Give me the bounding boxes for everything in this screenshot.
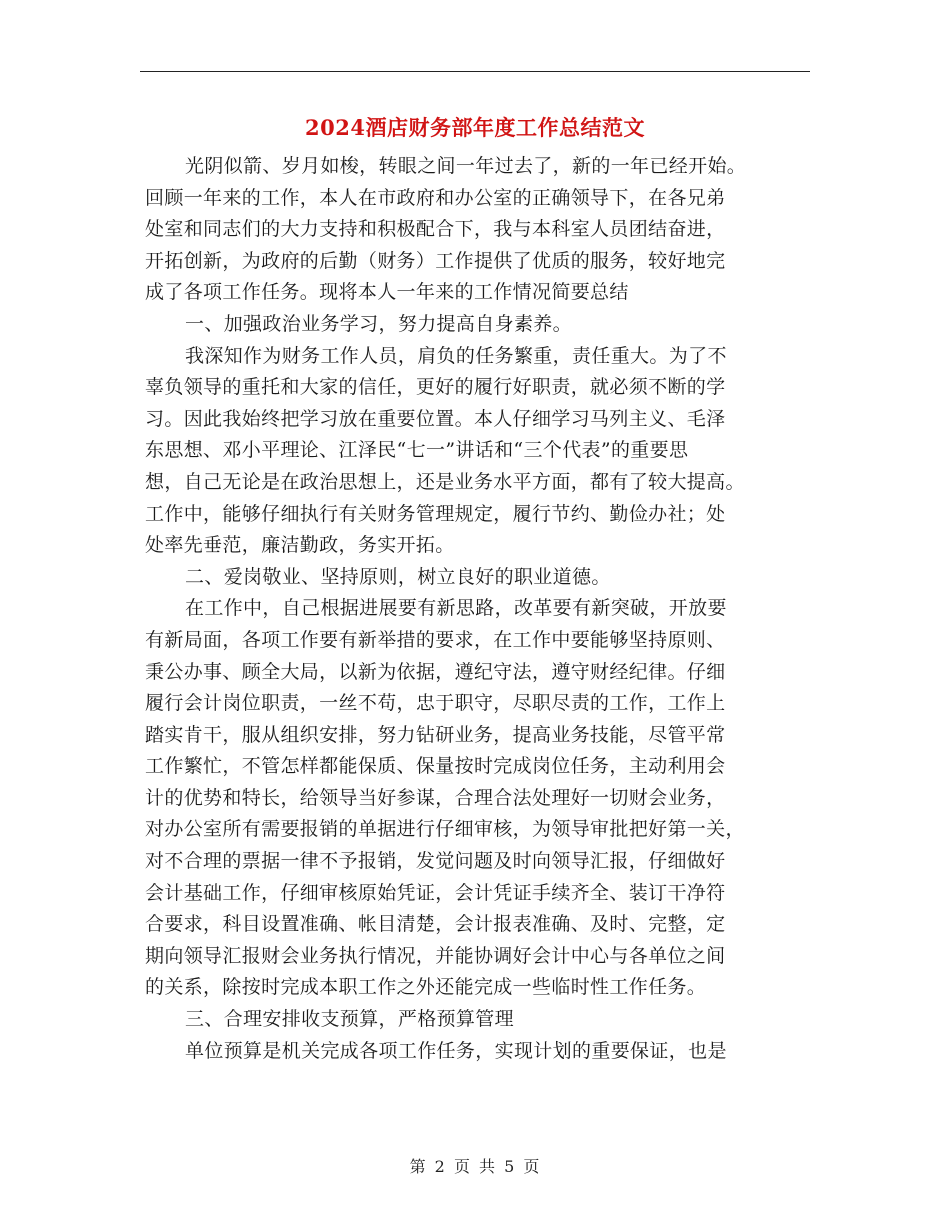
text-line: 习。因此我始终把学习放在重要位置。本人仔细学习马列主义、毛泽: [145, 407, 726, 430]
text-line: 开拓创新，为政府的后勤（财务）工作提供了优质的服务，较好地完: [145, 249, 726, 272]
text-line: 计的优势和特长，给领导当好参谋，合理合法处理好一切财会业务，: [145, 786, 726, 809]
text-line: 工作中，能够仔细执行有关财务管理规定，履行节约、勤俭办社；处: [145, 502, 726, 525]
text-line: 辜负领导的重托和大家的信任，更好的履行好职责，就必须不断的学: [145, 376, 726, 399]
text-line: 成了各项工作任务。现将本人一年来的工作情况简要总结: [145, 281, 629, 304]
text-line: 一、加强政治业务学习，努力提高自身素养。: [185, 312, 573, 335]
text-line: 会计基础工作，仔细审核原始凭证，会计凭证手续齐全、装订干净符: [145, 881, 726, 904]
text-line: 光阴似箭、岁月如梭，转眼之间一年过去了，新的一年已经开始。: [185, 155, 747, 177]
text-line: 踏实肯干，服从组织安排，努力钻研业务，提高业务技能，尽管平常: [145, 723, 726, 746]
text-line: 三、合理安排收支预算，严格预算管理: [185, 1008, 514, 1031]
text-line: 二、爱岗敬业、坚持原则，树立良好的职业道德。: [185, 565, 611, 588]
text-line: 的关系，除按时完成本职工作之外还能完成一些临时性工作任务。: [145, 976, 707, 999]
text-line: 期向领导汇报财会业务执行情况，并能协调好会计中心与各单位之间: [145, 944, 726, 967]
text-line: 在工作中，自己根据进展要有新思路，改革要有新突破，开放要: [185, 597, 727, 620]
text-line: 单位预算是机关完成各项工作任务，实现计划的重要保证，也是: [185, 1039, 727, 1062]
text-line: 东思想、邓小平理论、江泽民“七一”讲话和“三个代表”的重要思: [145, 439, 689, 462]
header-rule: [140, 71, 810, 72]
text-line: 工作繁忙，不管怎样都能保质、保量按时完成岗位任务，主动利用会: [145, 755, 726, 778]
text-line: 想，自己无论是在政治思想上，还是业务水平方面，都有了较大提高。: [145, 470, 745, 493]
text-line: 我深知作为财务工作人员，肩负的任务繁重，责任重大。为了不: [185, 344, 727, 367]
text-line: 回顾一年来的工作，本人在市政府和办公室的正确领导下，在各兄弟: [145, 186, 726, 209]
text-line: 对办公室所有需要报销的单据进行仔细审核，为领导审批把好第一关，: [145, 818, 745, 841]
document-title: 2024酒店财务部年度工作总结范文: [305, 115, 645, 140]
page-number-footer: 第 2 页 共 5 页: [409, 1157, 541, 1176]
text-line: 对不合理的票据一律不予报销，发觉问题及时向领导汇报，仔细做好: [145, 850, 726, 873]
document-body: [145, 151, 810, 1067]
text-line: 有新局面，各项工作要有新举措的要求，在工作中要能够坚持原则、: [145, 628, 726, 651]
text-line: 秉公办事、顾全大局，以新为依据，遵纪守法，遵守财经纪律。仔细: [145, 660, 726, 683]
text-line: 处室和同志们的大力支持和积极配合下，我与本科室人员团结奋进，: [145, 218, 726, 241]
text-line: 处率先垂范，廉洁勤政，务实开拓。: [145, 534, 455, 557]
text-line: 合要求，科目设置准确、帐目清楚，会计报表准确、及时、完整，定: [145, 913, 726, 936]
text-line: 履行会计岗位职责，一丝不苟，忠于职守，尽职尽责的工作，工作上: [145, 692, 726, 715]
